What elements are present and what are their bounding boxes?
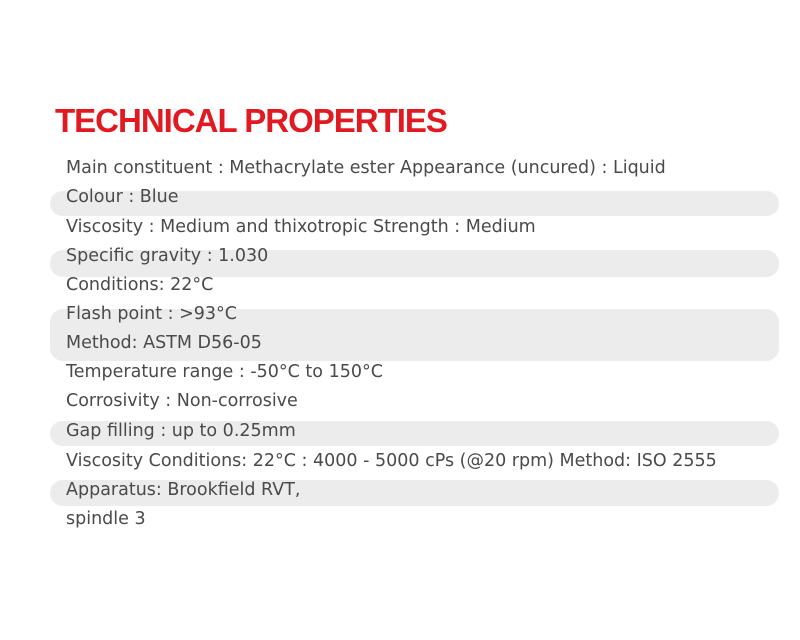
property-line: Viscosity Conditions: 22°C : 4000 - 5000 cPs (@20 rpm) Method: ISO 2555 (66, 451, 717, 471)
property-line: Colour : Blue (66, 187, 179, 207)
property-line: Temperature range : -50°C to 150°C (66, 362, 383, 382)
property-line: spindle 3 (66, 509, 146, 529)
property-line: Method: ASTM D56-05 (66, 333, 262, 353)
property-line: Apparatus: Brookfield RVT, (66, 480, 301, 500)
property-line: Viscosity : Medium and thixotropic Strength : Medium (66, 217, 536, 237)
page-title: TECHNICAL PROPERTIES (55, 102, 447, 139)
property-line: Specific gravity : 1.030 (66, 246, 269, 266)
property-line: Main constituent : Methacrylate ester Appearance (uncured) : Liquid (66, 158, 666, 178)
property-line: Corrosivity : Non-corrosive (66, 391, 298, 411)
property-line: Gap filling : up to 0.25mm (66, 421, 296, 441)
property-line: Conditions: 22°C (66, 275, 214, 295)
property-line: Flash point : >93°C (66, 304, 237, 324)
